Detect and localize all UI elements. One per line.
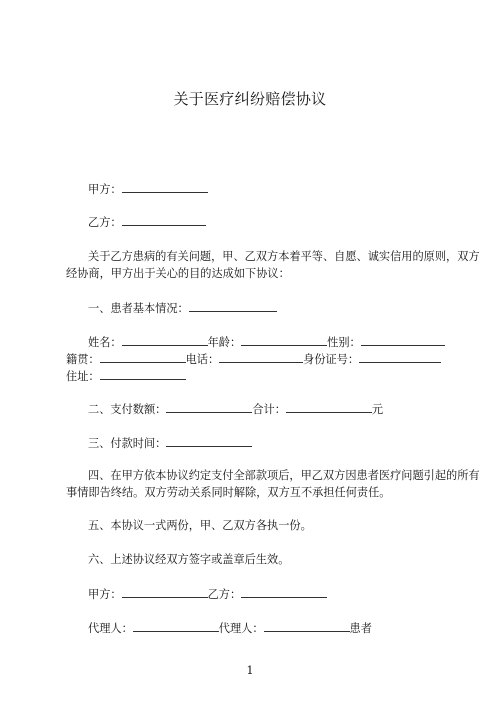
section-6-line: 六、上述协议经双方签字或盖章后生效。: [88, 553, 290, 566]
section-1-line: [88, 300, 500, 317]
sign-party-b-label: 乙方：: [207, 588, 242, 601]
sign-party-a-blank: [122, 586, 208, 598]
native-label: 籍贯：: [66, 353, 100, 366]
amount-blank: [166, 401, 252, 413]
name-age-gender-line: [88, 334, 500, 351]
id-blank: [359, 351, 441, 363]
agent-2-blank: [264, 620, 350, 632]
intro-line-2: 经协商，甲方出于关心的目的达成如下协议：: [66, 267, 290, 280]
phone-label: 电话：: [185, 353, 220, 366]
section-4-line-1: 四、在甲方依本协议约定支付全部款项后，甲乙双方因患者医疗问题引起的所有: [88, 469, 480, 482]
native-phone-id-line: [66, 351, 500, 368]
intro-line-1: 关于乙方患病的有关问题，甲、乙双方本着平等、自愿、诚实信用的原则，双方: [88, 250, 480, 263]
address-blank: [100, 368, 186, 380]
section-2-line: [88, 401, 500, 418]
sign-party-b-blank: [241, 586, 327, 598]
party-a-blank: [122, 181, 208, 193]
party-a-line: [88, 181, 500, 198]
name-blank: [122, 334, 208, 346]
section-1-label: 一、患者基本情况：: [88, 302, 189, 315]
agent-label-1: 代理人：: [88, 622, 133, 635]
party-a-label: 甲方：: [88, 183, 122, 196]
native-blank: [100, 351, 186, 363]
sign-party-a-label: 甲方：: [88, 588, 122, 601]
section-4-line-2: 事情即告终结。双方劳动关系同时解除，双方互不承担任何责任。: [66, 486, 391, 499]
currency-unit: 元: [371, 403, 384, 416]
section-3-line: [88, 435, 500, 452]
age-label: 年龄：: [207, 336, 242, 349]
age-blank: [241, 334, 327, 346]
party-b-blank: [122, 214, 206, 226]
party-b-label: 乙方：: [88, 216, 122, 229]
page-number: 1: [246, 664, 254, 677]
address-label: 住址：: [66, 370, 100, 383]
section-3-label: 三、付款时间：: [88, 437, 167, 450]
payment-time-blank: [166, 435, 252, 447]
section-5-line: 五、本协议一式两份，甲、乙双方各执一份。: [88, 519, 312, 532]
total-blank: [286, 401, 372, 413]
party-b-line: [88, 214, 500, 231]
section-1-blank: [189, 300, 277, 312]
agent-line: [88, 620, 500, 637]
gender-label: 性别：: [327, 336, 361, 349]
total-label: 合计：: [252, 403, 286, 416]
id-label: 身份证号：: [303, 353, 360, 366]
phone-blank: [219, 351, 303, 363]
document-title: 关于医疗纠纷赔偿协议: [173, 90, 327, 108]
agent-label-2: 代理人：: [218, 622, 264, 635]
section-2-label: 二、支付数额：: [88, 403, 167, 416]
gender-blank: [361, 334, 445, 346]
agent-1-blank: [133, 620, 219, 632]
patient-label: 患者: [349, 622, 372, 635]
name-label: 姓名：: [88, 336, 122, 349]
signature-line: [88, 586, 500, 603]
address-line: [66, 368, 500, 385]
